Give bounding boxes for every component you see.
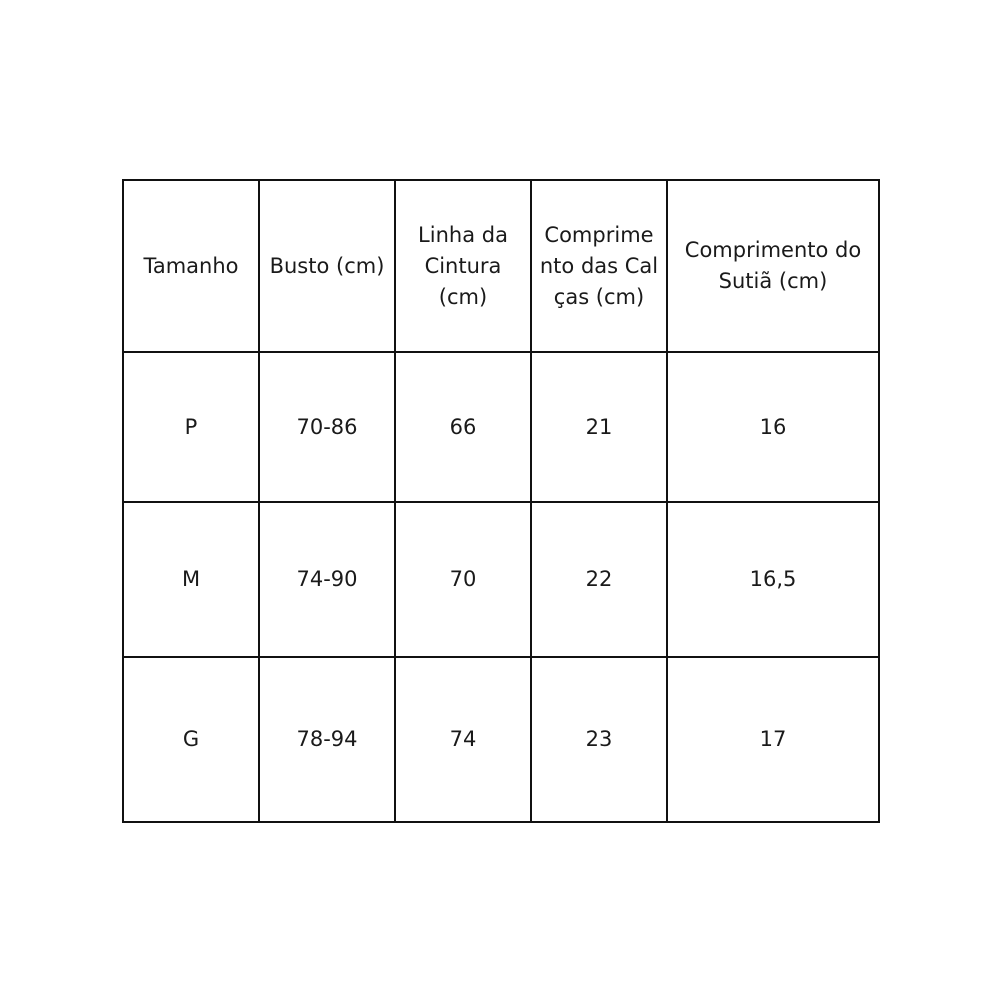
- header-bust-label: Busto (cm): [269, 253, 385, 278]
- header-waist: [395, 180, 531, 352]
- cell-size: M: [123, 502, 259, 657]
- header-size: [123, 180, 259, 352]
- cell-size: P: [123, 352, 259, 502]
- table-row: [123, 502, 879, 657]
- cell-bust: 74-90: [259, 502, 395, 657]
- cell-waist: 74: [395, 657, 531, 822]
- cell-waist: 70: [395, 502, 531, 657]
- header-pants-length: [531, 180, 667, 352]
- cell-pants-length: 22: [531, 502, 667, 657]
- header-waist-label: Linha da Cintura (cm): [418, 222, 508, 309]
- cell-bust: 70-86: [259, 352, 395, 502]
- table-row: [123, 657, 879, 822]
- header-bra-length: [667, 180, 879, 352]
- table-row: [123, 352, 879, 502]
- header-pants-length-label: Comprimento das Calças (cm): [539, 222, 659, 309]
- cell-pants-length: 23: [531, 657, 667, 822]
- header-bust: [259, 180, 395, 352]
- cell-bra-length: 16,5: [667, 502, 879, 657]
- header-size-label: Tamanho: [143, 253, 239, 278]
- size-chart-table: [122, 179, 880, 823]
- cell-waist: 66: [395, 352, 531, 502]
- cell-bra-length: 17: [667, 657, 879, 822]
- cell-size: G: [123, 657, 259, 822]
- cell-bra-length: 16: [667, 352, 879, 502]
- cell-bust: 78-94: [259, 657, 395, 822]
- table-header-row: [123, 180, 879, 352]
- header-bra-length-label: Comprimento do Sutiã (cm): [684, 238, 862, 293]
- cell-pants-length: 21: [531, 352, 667, 502]
